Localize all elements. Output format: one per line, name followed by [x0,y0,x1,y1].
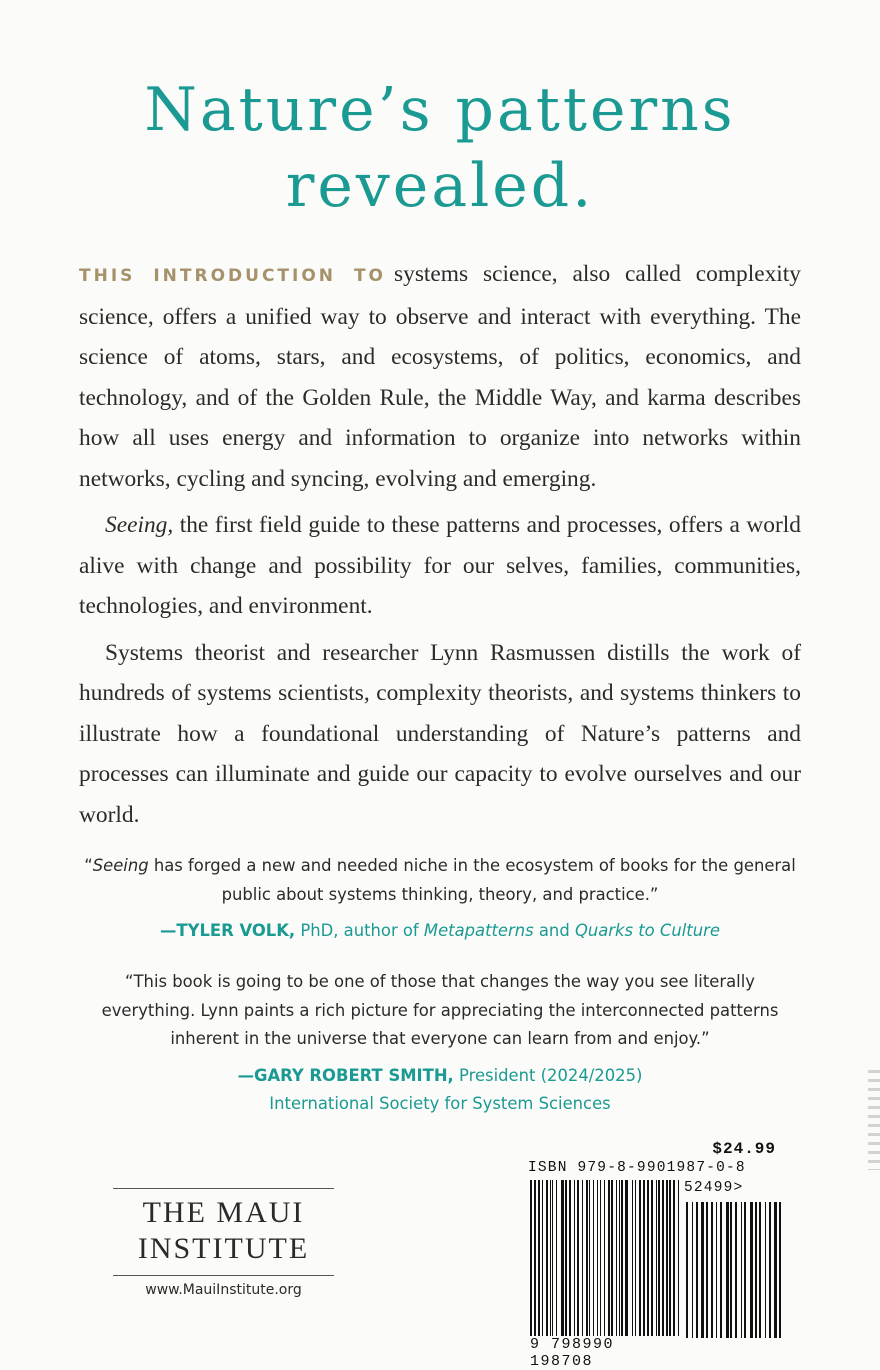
barcode-bar [711,1202,713,1338]
barcode-bar [635,1180,636,1338]
barcode-bar [744,1202,746,1338]
barcode-bar [534,1180,536,1338]
publisher-website[interactable]: www.MauiInstitute.org [145,1282,302,1298]
lead-in-caps: THIS INTRODUCTION TO [79,266,387,286]
barcode-bar [577,1180,579,1338]
barcode-bar [774,1202,777,1338]
barcode-bar [643,1180,645,1338]
barcode-bars [528,1180,784,1370]
barcode-bar [750,1202,753,1338]
endorsement-2-quote: “This book is going to be one of those that changes the way you see literally everything. Lynn paints a rich picture for appreciating the interconnected patterns inherent in the universe that everyone can learn from and enjoy.” [101,972,779,1048]
endorsement-2-attribution [80,1062,800,1119]
headline-line-1: Nature’s patterns [144,75,736,145]
headline-line-2: revealed. [285,151,595,221]
barcode-bar [616,1180,617,1338]
endorser-1-book-1: Metapatterns [423,921,534,940]
paragraph-1-text: systems science, also called complexity science, offers a unified way to observe and interact with everything. The science of atoms, stars, and ecosystems, of politics, economics, and technology, and of the Golden Rule, the Middle Way, and karma describes how all uses energy and information to organize into networks within networks, cycling and syncing, evolving and emerging. [79,261,801,492]
barcode-bar [673,1180,675,1338]
barcode-bar [604,1180,605,1338]
barcode-bar [658,1180,660,1338]
barcode-bar [755,1202,757,1338]
barcode-bar [597,1180,598,1338]
publisher-logo [113,1188,334,1276]
description-paragraph-2 [79,505,801,627]
endorsement-1 [80,852,800,946]
barcode-bar [632,1180,633,1338]
barcode-bar [565,1180,567,1338]
barcode-bar [552,1180,553,1338]
barcode-bar [574,1180,575,1338]
endorser-1-credentials: PhD, author of [295,921,424,940]
barcode-bar [569,1180,571,1338]
publisher-name-line-1: THE MAUI [142,1196,305,1229]
endorsement-1-quote [80,852,800,909]
barcode-bar [741,1202,742,1338]
publisher-name-line-2: INSTITUTE [137,1232,310,1265]
barcode-bar [621,1180,623,1338]
barcode-bar [779,1202,781,1338]
barcode-bar [589,1180,590,1338]
open-quote: “ [84,856,93,875]
endorser-1-book-2: Quarks to Culture [574,921,720,940]
barcode-bar [586,1180,588,1338]
edge-crop-marks [868,1070,880,1170]
description-paragraph-1 [79,254,801,499]
barcode-bar [716,1202,717,1338]
barcode-bar [542,1180,543,1338]
ean-digits: 9 798990 198708 [528,1336,686,1358]
barcode-bar [706,1202,708,1338]
barcode-bar [608,1180,610,1338]
barcode-bar [538,1180,540,1338]
endorsement-1-text: has forged a new and needed niche in the ecosystem of books for the general public about systems thinking, theory, and practice.” [148,856,796,904]
endorser-2-name: —GARY ROBERT SMITH, [237,1065,454,1085]
description-paragraph-3: Systems theorist and researcher Lynn Rasmussen distills the work of hundreds of systems scientists, complexity theorists, and systems thinkers to illustrate how a foundational understanding of Nature’s patterns and processes can illuminate and guide our capacity to evolve ourselves and our world. [79,639,801,828]
book-title-italic: Seeing, [105,512,174,538]
barcode-bar [530,1180,532,1338]
barcode-bar [678,1180,679,1338]
barcode-bar [593,1180,594,1338]
barcode-bar [726,1202,729,1338]
barcode-bar [550,1180,551,1338]
endorser-1-conjunction: and [533,921,575,940]
barcode-bar [669,1180,671,1338]
barcode-bar [639,1180,641,1338]
endorser-1-name: —TYLER VOLK, [160,921,296,940]
headline [0,72,880,224]
barcode-bar [735,1202,737,1338]
isbn-label: ISBN 979-8-9901987-0-8 [528,1160,746,1176]
barcode-bar [730,1202,732,1338]
endorser-2-role: President (2024/2025) [453,1065,643,1085]
barcode-bar [686,1202,688,1338]
barcode-bar [696,1202,698,1338]
isbn-barcode [528,1140,784,1370]
barcode-bar [651,1180,653,1338]
barcode-bar [546,1180,548,1338]
barcode-bar [561,1180,564,1338]
barcode-bar [759,1202,761,1338]
barcode-bar [556,1180,557,1338]
barcode-bar [600,1180,601,1338]
barcode-bar [769,1202,771,1338]
price-label: $24.99 [712,1140,776,1158]
paragraph-2-text: the first field guide to these patterns and processes, offers a world alive with change and possibility for our selves, families, communities, technologies, and environment. [79,512,801,619]
barcode-graphic [528,1180,784,1360]
endorser-2-organization: International Society for System Sciences [269,1094,611,1113]
publisher-name [113,1189,334,1275]
barcode-bar [692,1202,693,1338]
barcode-bar [720,1202,722,1338]
barcode-bar [625,1180,628,1338]
barcode-bar [582,1180,583,1338]
barcode-bar [611,1180,613,1338]
barcode-bar [662,1180,664,1338]
barcode-bar [656,1180,657,1338]
barcode-bar [765,1202,766,1338]
barcode-bar [647,1180,649,1338]
price-addon-code: 52499> [684,1180,784,1196]
endorsement-2 [80,968,800,1119]
endorsement-1-title: Seeing [92,856,149,875]
barcode-bar [701,1202,704,1338]
logo-bottom-rule [113,1275,334,1276]
book-description [79,254,801,841]
barcode-bar [666,1180,668,1338]
endorsement-1-attribution [80,917,800,946]
barcode-bar [619,1180,620,1338]
